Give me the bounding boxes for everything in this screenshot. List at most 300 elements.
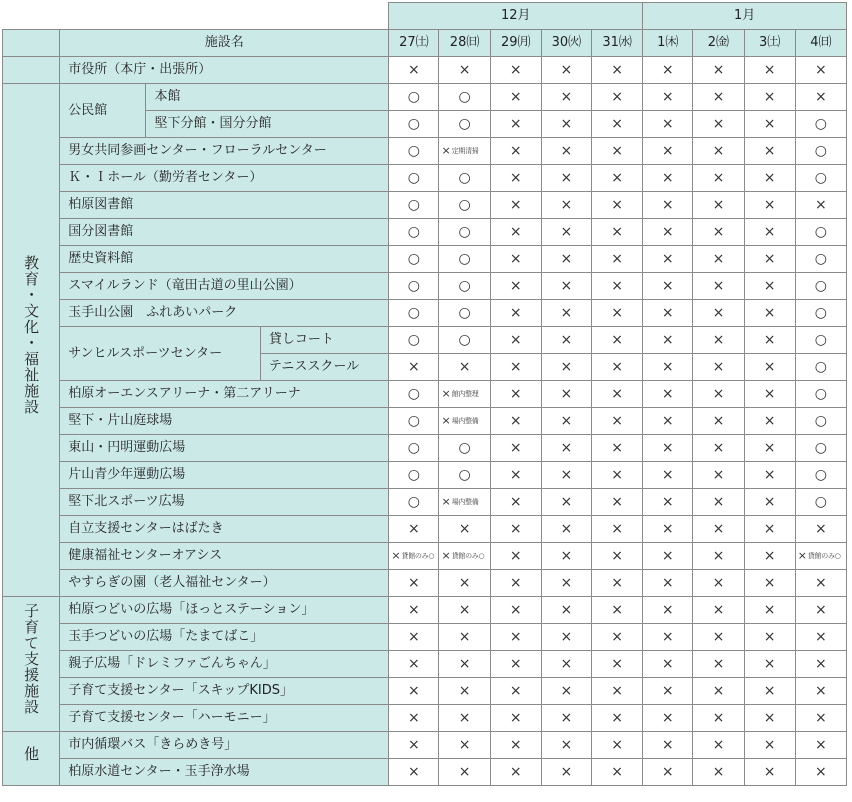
- status-cell: [795, 246, 846, 273]
- table-row: [3, 759, 847, 786]
- closed-mark: ×: [611, 278, 623, 294]
- closed-mark: ×: [712, 413, 725, 429]
- closed-mark: ×: [712, 224, 725, 240]
- closed-mark: ×: [611, 89, 623, 105]
- status-cell: [744, 381, 795, 408]
- status-cell: [795, 462, 846, 489]
- status-cell: [490, 732, 541, 759]
- table-row: [3, 570, 847, 597]
- closed-mark: ×: [814, 629, 827, 645]
- status-cell: [389, 300, 439, 327]
- category-label: 他: [22, 745, 41, 762]
- closed-mark: ×: [458, 629, 471, 645]
- closed-mark: ×: [611, 521, 623, 537]
- status-cell: [643, 381, 693, 408]
- closed-mark: ×: [661, 251, 674, 267]
- closed-mark: ×: [661, 629, 674, 645]
- status-cell: [439, 732, 490, 759]
- status-cell: [389, 705, 439, 732]
- status-cell: [439, 273, 490, 300]
- status-cell: [490, 327, 541, 354]
- status-cell: [643, 354, 693, 381]
- status-cell: [693, 273, 744, 300]
- status-cell: [541, 516, 591, 543]
- status-cell: [795, 678, 846, 705]
- status-cell: [592, 327, 643, 354]
- facility-group-name: 公民館: [60, 84, 146, 138]
- open-mark: ○: [458, 305, 471, 321]
- closed-mark: ×: [509, 386, 522, 402]
- status-cell: [439, 192, 490, 219]
- open-mark: ○: [814, 224, 827, 240]
- status-cell: [795, 300, 846, 327]
- open-mark: ○: [814, 494, 827, 510]
- status-cell: [490, 489, 541, 516]
- table-row: [3, 543, 847, 570]
- status-cell: [389, 246, 439, 273]
- status-cell: [592, 543, 643, 570]
- status-cell: [744, 624, 795, 651]
- month-jan: 1月: [643, 3, 847, 30]
- status-cell: [795, 57, 846, 84]
- status-cell: [795, 219, 846, 246]
- facility-name: 男女共同参画センター・フローラルセンター: [60, 138, 389, 165]
- status-cell: [744, 489, 795, 516]
- closed-mark: ×: [458, 683, 471, 699]
- status-cell: [490, 381, 541, 408]
- status-cell: [541, 597, 591, 624]
- status-cell: [439, 543, 490, 570]
- table-row: [3, 300, 847, 327]
- table-row: [3, 732, 847, 759]
- closed-mark: ×: [712, 602, 725, 618]
- status-cell: [541, 705, 591, 732]
- status-cell: [439, 408, 490, 435]
- closed-mark: ×: [560, 548, 573, 564]
- closed-mark: ×: [560, 467, 573, 483]
- status-cell: [592, 273, 643, 300]
- status-cell: [439, 705, 490, 732]
- status-note: 貸館のみ○: [401, 552, 435, 560]
- status-cell: [744, 219, 795, 246]
- status-cell: [643, 165, 693, 192]
- closed-mark: ×: [611, 413, 623, 429]
- closed-mark: ×: [712, 251, 725, 267]
- status-cell: [541, 651, 591, 678]
- table-row: [3, 273, 847, 300]
- status-cell: [439, 624, 490, 651]
- category-header: [3, 30, 60, 57]
- status-cell: [389, 624, 439, 651]
- status-cell: [795, 84, 846, 111]
- status-cell: [744, 111, 795, 138]
- status-cell: [490, 678, 541, 705]
- status-cell: [592, 138, 643, 165]
- status-cell: [643, 516, 693, 543]
- closed-mark: ×: [763, 251, 776, 267]
- status-cell: [592, 705, 643, 732]
- closed-mark: ×: [611, 548, 623, 564]
- closed-mark: ×: [611, 224, 623, 240]
- closed-mark: ×: [661, 62, 674, 78]
- status-cell: [643, 408, 693, 435]
- status-cell: [490, 516, 541, 543]
- status-cell: [795, 354, 846, 381]
- open-mark: ○: [458, 116, 471, 132]
- status-cell: [693, 759, 744, 786]
- status-cell: [592, 165, 643, 192]
- facility-name: 玉手山公園 ふれあいパーク: [60, 300, 389, 327]
- closed-mark: ×: [763, 89, 776, 105]
- closed-mark: ×: [661, 332, 674, 348]
- status-cell: [389, 597, 439, 624]
- closed-mark: ×: [560, 494, 573, 510]
- closed-mark: ×: [763, 629, 776, 645]
- category-cell: [3, 597, 60, 732]
- closed-mark: ×: [661, 710, 674, 726]
- closed-mark: ×: [763, 413, 776, 429]
- table-row: [3, 246, 847, 273]
- status-cell: [389, 381, 439, 408]
- open-mark: ○: [407, 116, 420, 132]
- month-dec: 12月: [389, 3, 643, 30]
- closed-mark: ×: [763, 170, 776, 186]
- status-cell: [439, 678, 490, 705]
- month-header-row: [3, 3, 847, 30]
- open-mark: ○: [458, 332, 471, 348]
- closed-mark: ×: [661, 197, 674, 213]
- facility-name: やすらぎの園（老人福祉センター）: [60, 570, 389, 597]
- status-cell: [389, 57, 439, 84]
- closed-mark: ×: [509, 467, 522, 483]
- table-row: [3, 408, 847, 435]
- status-cell: [744, 462, 795, 489]
- status-cell: [693, 192, 744, 219]
- closed-mark: ×: [611, 494, 623, 510]
- status-cell: [693, 624, 744, 651]
- open-mark: ○: [407, 332, 420, 348]
- closed-mark: ×: [763, 656, 776, 672]
- closed-mark: ×: [712, 467, 725, 483]
- status-cell: [389, 543, 439, 570]
- closed-mark: ×: [661, 386, 674, 402]
- status-cell: [693, 651, 744, 678]
- open-mark: ○: [458, 224, 471, 240]
- status-cell: [439, 84, 490, 111]
- closed-mark: ×: [661, 494, 674, 510]
- closed-mark: ×: [814, 710, 827, 726]
- closed-mark: ×: [509, 710, 522, 726]
- open-mark: ○: [407, 440, 420, 456]
- open-mark: ○: [814, 413, 827, 429]
- status-cell: [795, 138, 846, 165]
- facility-name: 自立支援センターはばたき: [60, 516, 389, 543]
- closed-mark: ×: [712, 197, 725, 213]
- status-cell: [744, 138, 795, 165]
- closed-mark: ×: [661, 305, 674, 321]
- status-cell: [490, 570, 541, 597]
- status-cell: [693, 543, 744, 570]
- status-cell: [643, 651, 693, 678]
- closed-mark: ×: [611, 710, 623, 726]
- status-cell: [744, 732, 795, 759]
- status-cell: [592, 678, 643, 705]
- closed-mark: ×: [814, 89, 827, 105]
- status-cell: [795, 489, 846, 516]
- status-cell: [541, 246, 591, 273]
- closed-mark: ×: [408, 575, 420, 591]
- closed-mark: ×: [661, 656, 674, 672]
- status-cell: [744, 84, 795, 111]
- open-mark: ○: [458, 467, 471, 483]
- closed-mark: ×: [763, 332, 776, 348]
- facility-name: 子育て支援センター「スキップKIDS」: [60, 678, 389, 705]
- open-mark: ○: [814, 143, 827, 159]
- status-cell: [541, 732, 591, 759]
- status-cell: [490, 759, 541, 786]
- status-cell: [744, 435, 795, 462]
- closed-mark: ×: [814, 656, 827, 672]
- facility-name: 柏原図書館: [60, 192, 389, 219]
- status-cell: [643, 570, 693, 597]
- status-cell: [389, 192, 439, 219]
- status-cell: [490, 435, 541, 462]
- status-cell: [541, 111, 591, 138]
- status-cell: [389, 516, 439, 543]
- table-row: [3, 678, 847, 705]
- status-cell: [389, 111, 439, 138]
- status-cell: [592, 57, 643, 84]
- table-row: [3, 624, 847, 651]
- status-cell: [744, 678, 795, 705]
- status-cell: [643, 246, 693, 273]
- status-cell: [795, 624, 846, 651]
- status-cell: [389, 759, 439, 786]
- status-cell: [693, 516, 744, 543]
- status-cell: [389, 408, 439, 435]
- status-cell: [592, 381, 643, 408]
- open-mark: ○: [407, 197, 420, 213]
- status-cell: [389, 219, 439, 246]
- closed-mark: ×: [712, 359, 725, 375]
- status-cell: [693, 111, 744, 138]
- status-cell: [693, 57, 744, 84]
- closed-mark: ×: [408, 764, 420, 780]
- facility-name: 健康福祉センターオアシス: [60, 543, 389, 570]
- holiday-schedule-table: [2, 2, 847, 786]
- closed-mark: ×: [408, 683, 420, 699]
- status-cell: [541, 165, 591, 192]
- status-cell: [439, 138, 490, 165]
- status-cell: [693, 489, 744, 516]
- closed-mark: ×: [560, 116, 573, 132]
- day-header: 28㈰: [439, 30, 490, 57]
- status-cell: [389, 354, 439, 381]
- closed-mark: ×: [661, 413, 674, 429]
- facility-name: 子育て支援センター「ハーモニー」: [60, 705, 389, 732]
- closed-mark: ×: [611, 359, 623, 375]
- closed-mark: ×: [509, 548, 522, 564]
- closed-mark: ×: [408, 737, 420, 753]
- facility-name: 堅下北スポーツ広場: [60, 489, 389, 516]
- status-cell: [541, 759, 591, 786]
- status-cell: [439, 381, 490, 408]
- status-cell: [541, 489, 591, 516]
- open-mark: ○: [458, 170, 471, 186]
- status-cell: [439, 462, 490, 489]
- closed-mark: ×: [712, 386, 725, 402]
- facility-name: テニススクール: [260, 354, 388, 381]
- status-cell: [490, 246, 541, 273]
- facility-name: スマイルランド（竜田古道の里山公園）: [60, 273, 389, 300]
- closed-mark: ×: [712, 737, 725, 753]
- status-cell: [592, 408, 643, 435]
- status-cell: [490, 192, 541, 219]
- status-cell: [439, 570, 490, 597]
- status-cell: [541, 543, 591, 570]
- closed-mark: ×: [408, 629, 420, 645]
- category-label: 子育て支援施設: [22, 603, 41, 715]
- day-header-row: [3, 30, 847, 57]
- status-cell: [693, 678, 744, 705]
- closed-mark: ×: [560, 224, 573, 240]
- closed-mark: ×: [814, 62, 827, 78]
- status-cell: [795, 732, 846, 759]
- status-cell: [795, 516, 846, 543]
- status-cell: [795, 327, 846, 354]
- status-cell: [643, 732, 693, 759]
- status-cell: [643, 462, 693, 489]
- closed-mark: ×: [509, 332, 522, 348]
- closed-mark: ×: [441, 144, 451, 157]
- facility-name: 親子広場「ドレミファごんちゃん」: [60, 651, 389, 678]
- facility-name: 市内循環バス「きらめき号」: [60, 732, 389, 759]
- closed-mark: ×: [560, 737, 573, 753]
- status-cell: [592, 246, 643, 273]
- closed-mark: ×: [611, 575, 623, 591]
- closed-mark: ×: [509, 440, 522, 456]
- status-cell: [389, 84, 439, 111]
- status-cell: [490, 597, 541, 624]
- facility-name: 柏原オーエンスアリーナ・第二アリーナ: [60, 381, 389, 408]
- status-cell: [592, 84, 643, 111]
- status-note: 場内整備: [451, 417, 479, 425]
- status-cell: [643, 678, 693, 705]
- closed-mark: ×: [661, 467, 674, 483]
- closed-mark: ×: [509, 251, 522, 267]
- status-cell: [643, 192, 693, 219]
- status-cell: [490, 273, 541, 300]
- closed-mark: ×: [509, 170, 522, 186]
- closed-mark: ×: [661, 683, 674, 699]
- closed-mark: ×: [763, 467, 776, 483]
- closed-mark: ×: [560, 413, 573, 429]
- status-cell: [490, 84, 541, 111]
- open-mark: ○: [458, 197, 471, 213]
- closed-mark: ×: [611, 332, 623, 348]
- status-cell: [541, 408, 591, 435]
- table-row: [3, 381, 847, 408]
- closed-mark: ×: [560, 764, 573, 780]
- closed-mark: ×: [661, 521, 674, 537]
- open-mark: ○: [407, 170, 420, 186]
- status-cell: [389, 651, 439, 678]
- table-row: [3, 651, 847, 678]
- status-cell: [795, 111, 846, 138]
- closed-mark: ×: [611, 305, 623, 321]
- open-mark: ○: [814, 440, 827, 456]
- closed-mark: ×: [611, 467, 623, 483]
- closed-mark: ×: [560, 197, 573, 213]
- closed-mark: ×: [814, 683, 827, 699]
- closed-mark: ×: [509, 89, 522, 105]
- closed-mark: ×: [763, 278, 776, 294]
- closed-mark: ×: [763, 737, 776, 753]
- closed-mark: ×: [763, 305, 776, 321]
- closed-mark: ×: [763, 440, 776, 456]
- status-cell: [643, 624, 693, 651]
- status-cell: [541, 570, 591, 597]
- day-header: 29㈪: [490, 30, 541, 57]
- status-cell: [744, 57, 795, 84]
- table-row: [3, 516, 847, 543]
- status-cell: [541, 57, 591, 84]
- closed-mark: ×: [408, 710, 420, 726]
- status-cell: [592, 651, 643, 678]
- day-header: 4㈰: [795, 30, 846, 57]
- status-cell: [744, 327, 795, 354]
- status-cell: [541, 84, 591, 111]
- status-cell: [541, 192, 591, 219]
- status-cell: [744, 300, 795, 327]
- closed-mark: ×: [611, 683, 623, 699]
- facility-name: 片山青少年運動広場: [60, 462, 389, 489]
- closed-mark: ×: [560, 170, 573, 186]
- closed-mark: ×: [661, 602, 674, 618]
- closed-mark: ×: [661, 224, 674, 240]
- closed-mark: ×: [509, 143, 522, 159]
- closed-mark: ×: [509, 224, 522, 240]
- status-cell: [744, 516, 795, 543]
- open-mark: ○: [814, 251, 827, 267]
- closed-mark: ×: [712, 710, 725, 726]
- status-cell: [490, 57, 541, 84]
- closed-mark: ×: [560, 143, 573, 159]
- closed-mark: ×: [509, 764, 522, 780]
- status-cell: [643, 138, 693, 165]
- status-cell: [389, 489, 439, 516]
- status-cell: [490, 462, 541, 489]
- status-cell: [490, 300, 541, 327]
- open-mark: ○: [407, 89, 420, 105]
- status-cell: [439, 246, 490, 273]
- facility-group-name: サンヒルスポーツセンター: [60, 327, 261, 381]
- day-header: 1㈭: [643, 30, 693, 57]
- table-row: [3, 597, 847, 624]
- closed-mark: ×: [661, 575, 674, 591]
- status-cell: [592, 570, 643, 597]
- closed-mark: ×: [560, 332, 573, 348]
- closed-mark: ×: [611, 737, 623, 753]
- table-row: [3, 192, 847, 219]
- closed-mark: ×: [441, 549, 451, 562]
- facility-name: 歴史資料館: [60, 246, 389, 273]
- status-cell: [795, 192, 846, 219]
- status-cell: [592, 219, 643, 246]
- facility-name: 堅下・片山庭球場: [60, 408, 389, 435]
- closed-mark: ×: [814, 521, 827, 537]
- category-cell: [3, 84, 60, 597]
